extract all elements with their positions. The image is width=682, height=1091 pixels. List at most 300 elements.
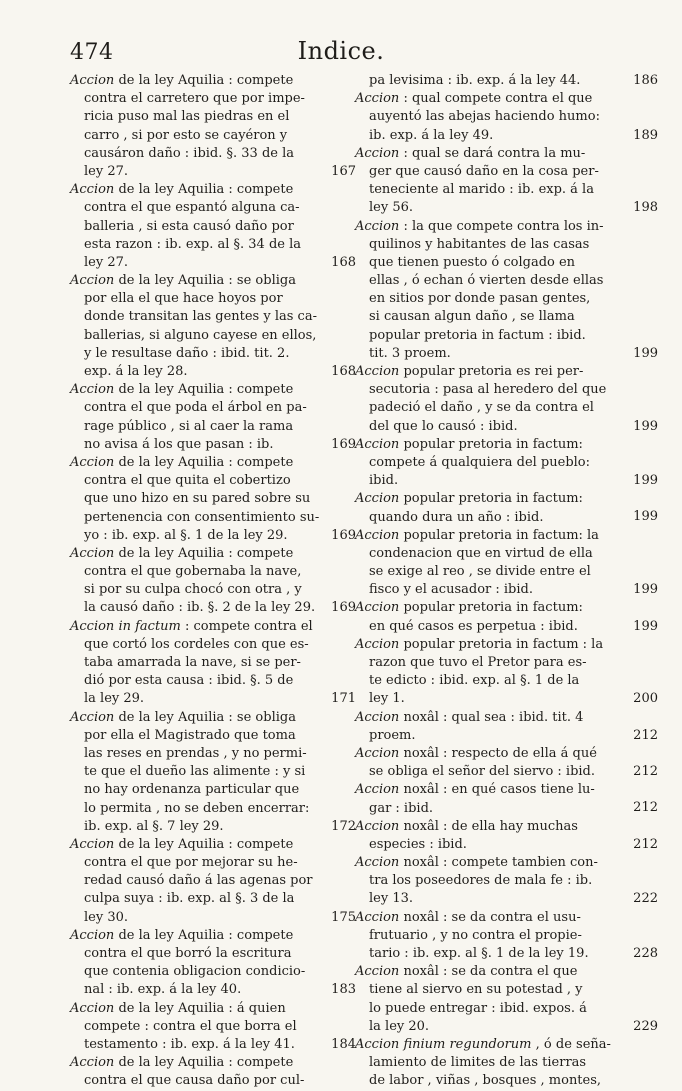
entry-line <box>70 272 310 290</box>
entry-text: culpa suya : ib. exp. al §. 3 de la <box>84 891 295 907</box>
entry-line <box>70 218 310 236</box>
page-reference: 229 <box>633 1018 658 1034</box>
entry-text: la ley 29. <box>84 691 145 707</box>
entry-line <box>355 563 613 581</box>
entry-line <box>70 709 310 727</box>
entry-text: secutoria : pasa al heredero del que <box>369 382 607 398</box>
entry-text: popular pretoria in factum : ibid. <box>369 327 586 343</box>
entry-line <box>70 90 310 108</box>
entry-text: donde transitan las gentes y las ca- <box>84 309 317 325</box>
entry-line <box>355 127 613 145</box>
entry-text: , ó de seña- <box>535 1036 611 1052</box>
entry-line <box>70 545 310 563</box>
entry-text: noxâl : se da contra el usu- <box>403 909 581 925</box>
index-entry <box>355 636 658 709</box>
entry-line <box>70 690 310 708</box>
page-number: 474 <box>70 40 114 65</box>
entry-line <box>70 981 310 999</box>
index-entry <box>355 854 658 909</box>
entry-text: ellas , ó echan ó vierten desde ellas <box>369 273 604 289</box>
index-entry <box>355 527 658 600</box>
entry-lemma: Accion <box>70 545 115 561</box>
entry-text: contra el que gobernaba la nave, <box>84 564 302 580</box>
entry-line <box>355 272 613 290</box>
entry-text: gar : ibid. <box>369 800 434 816</box>
entry-line <box>70 199 310 217</box>
entry-text: rage público , si al caer la rama <box>84 418 294 434</box>
page-reference: 212 <box>633 836 658 852</box>
entry-text: que uno hizo en su pared sobre su <box>84 491 311 507</box>
entry-lemma: Accion <box>70 927 115 943</box>
entry-line <box>355 381 613 399</box>
entry-text: ley 30. <box>84 909 129 925</box>
entry-text: tiene al siervo en su potestad , y <box>369 982 583 998</box>
entry-line <box>70 399 310 417</box>
page-reference: 212 <box>633 764 658 780</box>
page-reference: 198 <box>633 200 658 216</box>
entry-line <box>355 927 613 945</box>
entry-line <box>355 108 613 126</box>
entry-line <box>70 563 310 581</box>
page-reference: 199 <box>633 509 658 525</box>
entry-line <box>355 1036 613 1054</box>
entry-text: contra el que borró la escritura <box>84 946 292 961</box>
index-entry <box>70 72 356 181</box>
entry-text: por ella el Magistrado que toma <box>84 727 296 743</box>
entry-lemma: Accion <box>70 273 115 289</box>
entry-text: que cortó los cordeles con que es- <box>84 636 309 652</box>
index-entry <box>355 1036 613 1091</box>
entry-line <box>70 654 310 672</box>
entry-line <box>70 163 310 181</box>
entry-line <box>70 436 310 454</box>
page-reference: 200 <box>633 691 658 707</box>
index-entry <box>355 145 658 218</box>
entry-text: popular pretoria in factum: <box>403 600 583 616</box>
entry-text: : qual compete contra el que <box>403 91 593 107</box>
entry-line <box>355 181 613 199</box>
entry-text: compete : contra el que borra el <box>84 1018 297 1034</box>
index-entry <box>355 490 658 526</box>
entry-line <box>355 509 613 527</box>
entry-line <box>355 909 613 927</box>
entry-text: de la ley Aquilia : se obliga <box>118 709 296 725</box>
entry-line <box>70 836 310 854</box>
page-reference: 184 <box>331 1036 356 1052</box>
entry-text: ley 13. <box>369 891 414 907</box>
entry-lemma: Accion <box>70 73 115 88</box>
entry-text: de la ley Aquilia : compete <box>118 182 294 198</box>
entry-lemma: Accion <box>355 91 400 107</box>
entry-line <box>355 472 613 490</box>
entry-line <box>70 472 310 490</box>
entry-text: condenacion que en virtud de ella <box>369 545 593 561</box>
entry-line <box>70 345 310 363</box>
index-entry <box>355 599 658 635</box>
entry-text: carro , si por esto se cayéron y <box>84 127 288 143</box>
page-reference: 212 <box>633 727 658 743</box>
entry-text: que contenia obligacion condicio- <box>84 964 306 980</box>
entry-text: teneciente al marido : ib. exp. á la <box>369 182 594 198</box>
index-entry <box>355 436 658 491</box>
entry-text: de la ley Aquilia : compete <box>118 454 294 470</box>
page-reference: 168 <box>331 254 356 270</box>
entry-line <box>70 890 310 908</box>
entry-line <box>70 581 310 599</box>
entry-line <box>70 1000 310 1018</box>
entry-line <box>355 709 613 727</box>
entry-lemma: Accion <box>70 454 115 470</box>
page-reference: 169 <box>331 527 356 543</box>
entry-text: padeció el daño , y se da contra el <box>369 400 594 416</box>
entry-text: quando dura un año : ibid. <box>369 509 544 525</box>
entry-text: especies : ibid. <box>369 836 467 852</box>
entry-line <box>355 527 613 545</box>
entry-text: noxâl : de ella hay muchas <box>403 818 578 834</box>
entry-text: de la ley Aquilia : compete <box>118 545 294 561</box>
entry-lemma: Accion <box>70 382 115 398</box>
entry-text: esta razon : ib. exp. al §. 34 de la <box>84 236 302 252</box>
entry-text: razon que tuvo el Pretor para es- <box>369 655 587 670</box>
entry-text: ib. exp. á la ley 49. <box>369 127 494 143</box>
entry-lemma: Accion <box>355 964 400 980</box>
entry-line <box>70 381 310 399</box>
entry-text: contra el que quita el cobertizo <box>84 473 291 489</box>
entry-line <box>70 818 310 836</box>
entry-line <box>355 418 613 436</box>
entry-text: contra el que causa daño por cul- <box>84 1073 305 1089</box>
index-entry <box>355 781 658 817</box>
entry-line <box>355 781 613 799</box>
entry-text: quilinos y habitantes de las casas <box>369 236 590 252</box>
entry-line <box>355 327 613 345</box>
entry-line <box>70 763 310 781</box>
entry-text: ley 27. <box>84 254 129 270</box>
entry-text: noxâl : se da contra el que <box>403 964 578 980</box>
page-reference: 228 <box>633 945 658 961</box>
index-entry <box>355 709 658 745</box>
entry-text: de labor , viñas , bosques , montes, <box>369 1073 602 1089</box>
entry-text: popular pretoria in factum : la <box>403 636 604 652</box>
page-reference: 222 <box>633 891 658 907</box>
entry-line <box>355 163 613 181</box>
entry-line <box>355 436 613 454</box>
entry-text: ib. exp. al §. 7 ley 29. <box>84 818 224 834</box>
entry-text: pa levisima : ib. exp. á la ley 44. <box>369 73 581 88</box>
entry-lemma: Accion <box>355 855 400 871</box>
entry-lemma: Accion <box>355 636 400 652</box>
entry-lemma: Accion <box>70 1000 115 1016</box>
entry-text: contra el que por mejorar su he- <box>84 855 298 871</box>
entry-text: proem. <box>369 727 416 743</box>
entry-text: y le resultase daño : ibid. tit. 2. <box>84 345 290 361</box>
entry-text: de la ley Aquilia : se obliga <box>118 273 296 289</box>
index-entry <box>355 90 658 145</box>
entry-text: por ella el que hace hoyos por <box>84 291 283 307</box>
entry-line <box>355 890 613 908</box>
entry-text: pertenencia con consentimiento su- <box>84 509 320 525</box>
entry-text: las reses en prendas , y no permi- <box>84 745 307 761</box>
entry-line <box>70 290 310 308</box>
entry-line <box>355 254 613 272</box>
entry-text: redad causó daño á las agenas por <box>84 873 313 889</box>
entry-line <box>70 1036 310 1054</box>
index-entry <box>70 272 356 381</box>
entry-line <box>355 545 613 563</box>
entry-line <box>70 145 310 163</box>
entry-text: de la ley Aquilia : compete <box>118 1055 294 1071</box>
index-entry <box>70 454 356 545</box>
entry-line <box>355 363 613 381</box>
entry-text: ley 27. <box>84 163 129 179</box>
entry-line <box>70 854 310 872</box>
entry-text: la causó daño : ib. §. 2 de la ley 29. <box>84 600 316 616</box>
page-reference: 199 <box>633 473 658 489</box>
entry-lemma: Accion in factum <box>70 618 181 634</box>
entry-text: de la ley Aquilia : compete <box>118 927 294 943</box>
entry-text: si por su culpa chocó con otra , y <box>84 582 302 598</box>
page-reference: 199 <box>633 618 658 634</box>
entry-lemma: Accion <box>355 218 400 234</box>
entry-line <box>70 963 310 981</box>
entry-text: te que el dueño las alimente : y si <box>84 764 306 780</box>
page-reference: 169 <box>331 436 356 452</box>
entry-line <box>355 854 613 872</box>
entry-lemma: Accion <box>355 818 400 834</box>
entry-lemma: Accion <box>355 600 400 616</box>
entry-line <box>70 308 317 326</box>
entry-text: dió por esta causa : ibid. §. 5 de <box>84 673 294 689</box>
entry-text: se exige al reo , se divide entre el <box>369 564 591 580</box>
entry-line <box>355 618 613 636</box>
entry-lemma: Accion <box>70 836 115 852</box>
entry-line <box>70 945 310 963</box>
page-reference: 169 <box>331 600 356 616</box>
entry-text: se obliga el señor del siervo : ibid. <box>369 764 596 780</box>
entry-line <box>70 363 310 381</box>
entry-line <box>70 1018 310 1036</box>
entry-text: lamiento de limites de las tierras <box>369 1055 587 1071</box>
entry-text: tario : ib. exp. al §. 1 de la ley 19. <box>369 946 589 961</box>
entry-text: tra los poseedores de mala fe : ib. <box>369 873 593 889</box>
entry-text: lo puede entregar : ibid. expos. á <box>369 1000 587 1016</box>
entry-line <box>70 909 310 927</box>
entry-text: contra el que espantó alguna ca- <box>84 200 300 216</box>
entry-lemma: Accion <box>355 709 400 725</box>
page-reference: 167 <box>331 163 356 179</box>
entry-text: exp. á la ley 28. <box>84 364 188 379</box>
entry-text: causáron daño : ibid. §. 33 de la <box>84 145 295 161</box>
entry-line <box>355 308 613 326</box>
page-reference: 199 <box>633 345 658 361</box>
entry-line <box>70 72 310 90</box>
entry-text: frutuario , y no contra el propie- <box>369 927 582 943</box>
entry-line <box>355 490 613 508</box>
entry-line <box>70 618 313 636</box>
entry-line <box>70 454 310 472</box>
page-reference: 212 <box>633 800 658 816</box>
entry-line <box>355 745 613 763</box>
entry-text: de la ley Aquilia : compete <box>118 382 294 398</box>
entry-lemma: Accion <box>70 1055 115 1071</box>
entry-line <box>70 327 317 345</box>
entry-line <box>355 236 613 254</box>
entry-line <box>70 236 310 254</box>
entry-text: : compete contra el <box>185 618 313 634</box>
entry-line <box>355 199 613 217</box>
entry-text: ibid. <box>369 473 399 489</box>
entry-text: que tienen puesto ó colgado en <box>369 254 576 270</box>
index-entry <box>70 181 356 272</box>
page-title: Indice. <box>297 37 385 65</box>
entry-text: popular pretoria es rei per- <box>403 364 584 379</box>
entry-line <box>70 181 310 199</box>
entry-line <box>355 690 613 708</box>
entry-line <box>355 1000 613 1018</box>
entry-text: nal : ib. exp. á la ley 40. <box>84 982 242 998</box>
entry-line <box>70 727 310 745</box>
entry-text: yo : ib. exp. al §. 1 de la ley 29. <box>84 527 288 543</box>
entry-line <box>70 1054 310 1072</box>
entry-line <box>355 1018 613 1036</box>
entry-lemma: Accion <box>355 782 400 798</box>
index-entry <box>70 1054 310 1090</box>
entry-line <box>355 290 613 308</box>
entry-line <box>355 636 613 654</box>
entry-text: noxâl : respecto de ella á qué <box>403 745 597 761</box>
entry-text: popular pretoria in factum: la <box>403 527 599 543</box>
entry-line <box>70 800 310 818</box>
index-entry <box>70 381 356 454</box>
entry-text: de la ley Aquilia : compete <box>118 836 294 852</box>
entry-line <box>70 418 310 436</box>
left-column <box>70 72 356 1091</box>
entry-line <box>70 781 310 799</box>
entry-line <box>70 254 310 272</box>
entry-text: ley 56. <box>369 200 414 216</box>
entry-line <box>355 818 613 836</box>
entry-text: noxâl : qual sea : ibid. tit. 4 <box>403 709 584 725</box>
entry-lemma: Accion <box>355 491 400 507</box>
entry-line <box>355 836 613 854</box>
entry-lemma: Accion <box>70 182 115 198</box>
entry-text: ballerias, si alguno cayese en ellos, <box>84 327 317 343</box>
entry-text: de la ley Aquilia : compete <box>118 73 294 88</box>
index-entry <box>70 1000 356 1055</box>
entry-text: testamento : ib. exp. á la ley 41. <box>84 1036 295 1052</box>
entry-text: del que lo causó : ibid. <box>369 418 518 434</box>
page-reference: 168 <box>331 363 356 379</box>
entry-line <box>70 490 310 508</box>
page-reference: 183 <box>331 982 356 998</box>
entry-line <box>355 981 613 999</box>
entry-lemma: Accion <box>355 436 400 452</box>
entry-text: : qual se dará contra la mu- <box>403 145 586 161</box>
entry-line <box>355 399 613 417</box>
entry-lemma: Accion <box>355 364 400 379</box>
entry-text: balleria , si esta causó daño por <box>84 218 294 234</box>
entry-text: auyentó las abejas haciendo humo: <box>369 109 600 125</box>
entry-line <box>70 872 313 890</box>
index-entry <box>355 909 658 964</box>
entry-line <box>355 800 613 818</box>
entry-lemma: Accion <box>355 527 400 543</box>
entry-text: popular pretoria in factum: <box>403 491 583 507</box>
entry-text: no hay ordenanza particular que <box>84 782 300 798</box>
entry-text: noxâl : en qué casos tiene lu- <box>403 782 595 798</box>
entry-text: en qué casos es perpetua : ibid. <box>369 618 578 634</box>
entry-text: taba amarrada la nave, si se per- <box>84 655 301 670</box>
entry-line <box>70 127 310 145</box>
entry-text: ricia puso mal las piedras en el <box>84 109 290 125</box>
page-reference: 171 <box>331 691 356 707</box>
entry-line <box>70 745 310 763</box>
entry-line <box>355 145 613 163</box>
entry-text: : la que compete contra los in- <box>403 218 604 234</box>
entry-text: te edicto : ibid. exp. al §. 1 de la <box>369 673 580 689</box>
entry-line <box>355 218 613 236</box>
index-entry <box>355 218 658 364</box>
entry-text: contra el que poda el árbol en pa- <box>84 400 307 416</box>
entry-text: la ley 20. <box>369 1018 430 1034</box>
entry-text: ley 1. <box>369 691 405 707</box>
entry-line <box>355 345 613 363</box>
entry-line <box>355 963 613 981</box>
index-entry <box>70 618 356 709</box>
entry-text: fisco y el acusador : ibid. <box>369 582 533 598</box>
page-reference: 175 <box>331 909 356 925</box>
entry-line <box>355 727 613 745</box>
entry-lemma: Accion <box>70 709 115 725</box>
index-entry <box>70 709 356 836</box>
entry-text: de la ley Aquilia : á quien <box>118 1000 286 1016</box>
entry-text: ger que causó daño en la cosa per- <box>369 163 599 179</box>
entry-line <box>70 636 310 654</box>
entry-line <box>70 509 320 527</box>
entry-line <box>70 108 310 126</box>
index-entry <box>355 363 658 436</box>
index-entry <box>355 745 658 781</box>
index-entry <box>355 818 658 854</box>
entry-line <box>355 581 613 599</box>
entry-line <box>70 527 310 545</box>
entry-text: contra el carretero que por impe- <box>84 91 305 107</box>
entry-line <box>355 1072 613 1090</box>
entry-text: popular pretoria in factum: <box>403 436 583 452</box>
entry-line <box>70 1072 310 1090</box>
page-reference: 172 <box>331 818 356 834</box>
index-entry <box>70 836 356 927</box>
index-entry <box>355 963 658 1036</box>
entry-line <box>355 72 613 90</box>
index-entry <box>70 927 356 1000</box>
entry-line <box>70 599 316 617</box>
entry-line <box>355 599 613 617</box>
entry-lemma: Accion finium regundorum <box>355 1036 532 1052</box>
page-reference: 189 <box>633 127 658 143</box>
entry-line <box>70 672 310 690</box>
entry-lemma: Accion <box>355 745 400 761</box>
entry-line <box>355 872 613 890</box>
page-reference: 199 <box>633 418 658 434</box>
right-column <box>355 72 658 1091</box>
index-entry <box>70 545 356 618</box>
entry-text: tit. 3 proem. <box>369 345 451 361</box>
index-entry <box>355 72 658 90</box>
entry-line <box>355 654 613 672</box>
entry-line <box>355 454 613 472</box>
entry-text: no avisa á los que pasan : ib. <box>84 436 274 452</box>
